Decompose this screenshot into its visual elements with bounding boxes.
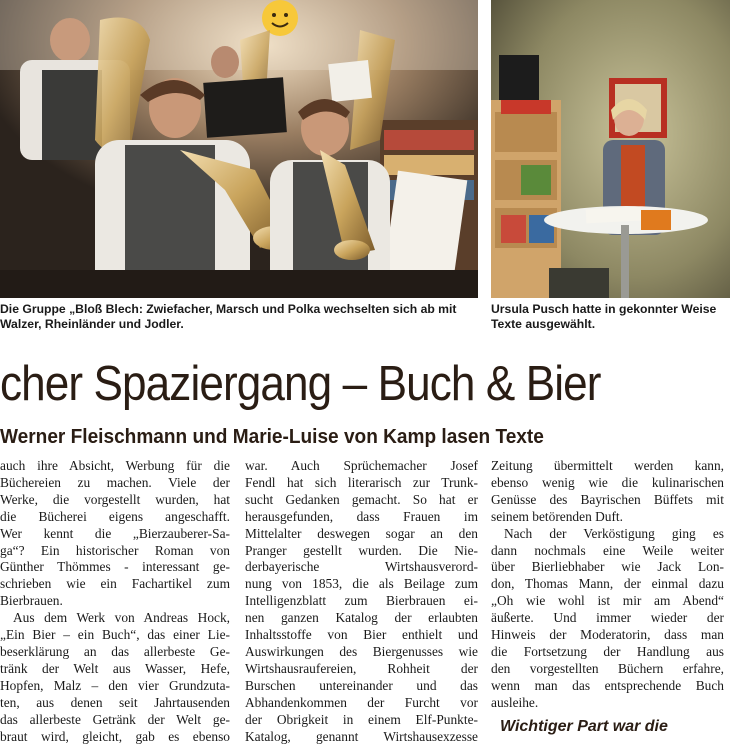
text-line: Günther Thömmes - interessant ge- <box>0 559 230 576</box>
text-line: dann nochmals eine Weile weiter <box>491 543 724 560</box>
text-line: Aus dem Werk von Andreas Hock, <box>0 610 230 627</box>
text-line: „Oh wie wohl ist mir am Abend“ <box>491 593 724 610</box>
text-line: Mittelalter deswegen sogar an den <box>245 526 478 543</box>
sun-decoration <box>262 0 298 36</box>
text-line: braut wird, gleicht, gab es ebenso <box>0 729 230 745</box>
text-line: das allerbeste Getränk der Welt ge- <box>0 712 230 729</box>
text-line: äußerte. Und immer wieder der <box>491 610 724 627</box>
text-line: tränk der Welt aus Wasser, Hefe, <box>0 661 230 678</box>
text-line: schrieben wie ein Fachartikel zum <box>0 576 230 593</box>
text-line: Inhaltsstoffe von Bier enthielt und <box>245 627 478 644</box>
article-headline: cher Spaziergang – Buch & Bier <box>0 356 657 412</box>
text-line: die Fortsetzung der Handlung aus <box>491 644 724 661</box>
text-line: ebenso wenig wie die kulinarischen <box>491 475 724 492</box>
reader-illustration <box>491 0 730 298</box>
caption-brass-band: Die Gruppe „Bloß Blech: Zwiefacher, Marsch und Polka wechselten sich ab mit Walzer, Rheinländer und Jodler. <box>0 302 480 332</box>
brass-band-illustration <box>0 0 478 298</box>
text-line: ausleihe. <box>491 695 724 712</box>
text-line: „Ein Bier – ein Buch“, das einer Lie- <box>0 627 230 644</box>
photo-reader <box>491 0 730 298</box>
text-line: Zeitung übermittelt werden kann, <box>491 458 724 475</box>
text-line: auch ihre Absicht, Werbung für die <box>0 458 230 475</box>
text-line: Burschen untereinander und das <box>245 678 478 695</box>
article-column-1 <box>0 458 230 745</box>
text-line: Genüsse des Bayrischen Büffets mit <box>491 492 724 509</box>
text-line: ten, aus denen seit Jahrtausenden <box>0 695 230 712</box>
article-column-2 <box>245 458 478 745</box>
text-line: seinem betörenden Duft. <box>491 509 724 526</box>
text-line: beserklärung an das allerbeste Ge- <box>0 644 230 661</box>
text-line: Auswirkungen des Biergenusses wie <box>245 644 478 661</box>
text-line: Werke, die vorgestellt wurden, hat <box>0 492 230 509</box>
photo-brass-band <box>0 0 478 298</box>
text-line: Nach der Verköstigung ging es <box>491 526 724 543</box>
article-subheadline: Werner Fleischmann und Marie-Luise von Kamp lasen Texte <box>0 424 679 450</box>
text-line: Intelligenzblatt zum Bierbrauen ei- <box>245 593 478 610</box>
text-line: der Obrigkeit in einem Elf-Punkte- <box>245 712 478 729</box>
text-line: den vorgestellten Büchern erfahre, <box>491 661 724 678</box>
text-line: herausgefunden, dass Frauen im <box>245 509 478 526</box>
text-line: Bierbrauen. <box>0 593 230 610</box>
text-line: Katalog, genannt Wirtshausexzesse <box>245 729 478 745</box>
text-line: don, Thomas Mann, der einmal dazu <box>491 576 724 593</box>
text-line: Abhandenkommen der Furcht vor <box>245 695 478 712</box>
text-line: Wer kennt die „Bierzauberer-Sa- <box>0 526 230 543</box>
article-column-3 <box>491 458 724 712</box>
text-line: über Bierliebhaber wie Jack Lon- <box>491 559 724 576</box>
text-line: Hinweis der Moderatorin, dass man <box>491 627 724 644</box>
text-line: Pranger gestellt wurden. Die Nie- <box>245 543 478 560</box>
text-line: sucht Gedanken gemacht. So hat er <box>245 492 478 509</box>
text-line: derbayerische Wirtshausverord- <box>245 559 478 576</box>
text-line: wenn man das entsprechende Buch <box>491 678 724 695</box>
text-line: Wirtshausraufereien, Rohheit der <box>245 661 478 678</box>
text-line: Fendl hat sich literarisch zur Trunk- <box>245 475 478 492</box>
text-line: ga“? Ein historischer Roman von <box>0 543 230 560</box>
section-subheading: Wichtiger Part war die <box>500 717 730 737</box>
text-line: nen ganzen Katalog der erlaubten <box>245 610 478 627</box>
text-line: Büchereien zu machen. Viele der <box>0 475 230 492</box>
text-line: nung von 1853, die als Beilage zum <box>245 576 478 593</box>
text-line: die Bücherei eigens angeschafft. <box>0 509 230 526</box>
text-line: Hopfen, Malz – den vier Grundzuta- <box>0 678 230 695</box>
text-line: war. Auch Sprüchemacher Josef <box>245 458 478 475</box>
caption-reader: Ursula Pusch hatte in gekonnter Weise Texte ausgewählt. <box>491 302 730 332</box>
